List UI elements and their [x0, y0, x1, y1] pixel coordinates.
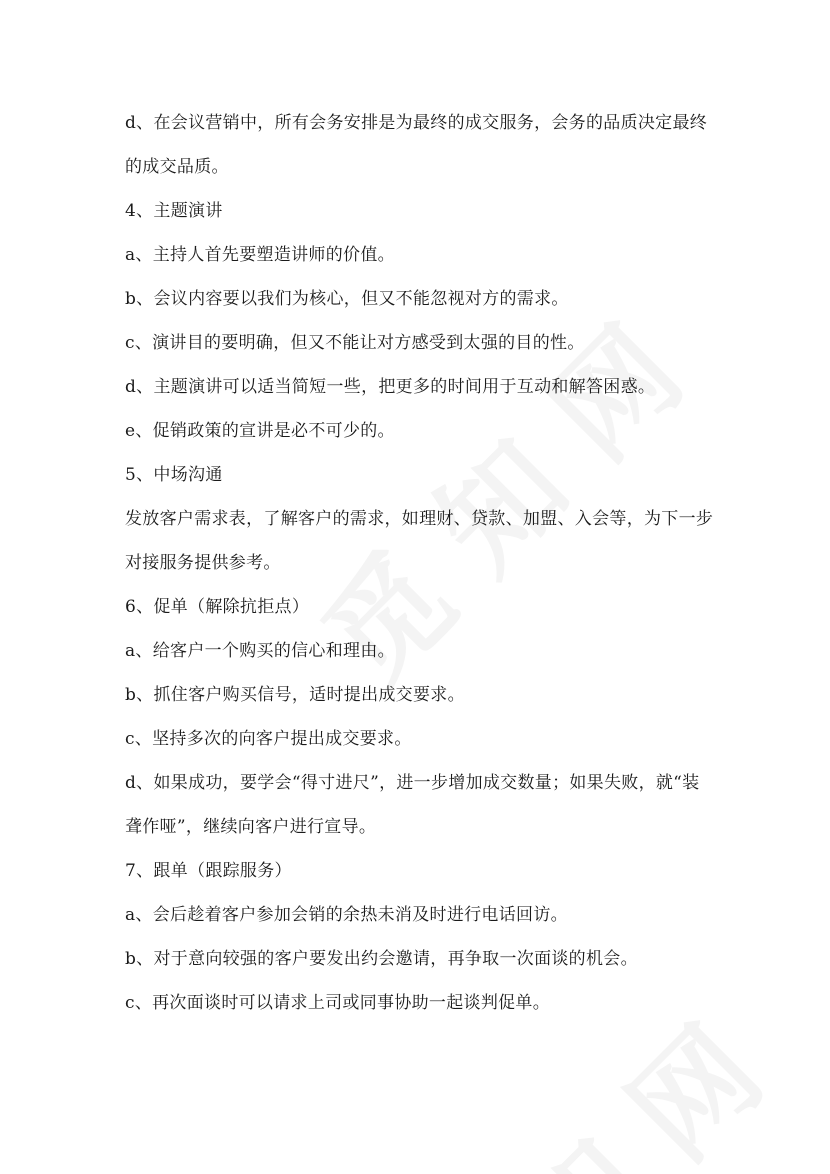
section-heading: 6、促单（解除抗拒点）: [125, 597, 310, 617]
paragraph-line: 聋作哑”，继续向客户进行宣导。: [125, 817, 377, 837]
list-item: c、演讲目的要明确，但又不能让对方感受到太强的目的性。: [125, 333, 585, 353]
list-item: a、会后趁着客户参加会销的余热未消及时进行电话回访。: [125, 905, 568, 925]
list-item: a、主持人首先要塑造讲师的价值。: [125, 245, 395, 265]
list-item: b、会议内容要以我们为核心，但又不能忽视对方的需求。: [125, 289, 569, 309]
list-item: d、主题演讲可以适当简短一些，把更多的时间用于互动和解答困惑。: [125, 377, 656, 397]
paragraph-line: d、在会议营销中，所有会务安排是为最终的成交服务，会务的品质决定最终: [125, 113, 708, 133]
list-item: b、抓住客户购买信号，适时提出成交要求。: [125, 685, 465, 705]
list-item: a、给客户一个购买的信心和理由。: [125, 641, 395, 661]
paragraph-line: 对接服务提供参考。: [125, 553, 281, 573]
list-item: b、对于意向较强的客户要发出约会邀请，再争取一次面谈的机会。: [125, 949, 638, 969]
section-heading: 4、主题演讲: [125, 201, 223, 221]
list-item: c、坚持多次的向客户提出成交要求。: [125, 729, 412, 749]
list-item: c、再次面谈时可以请求上司或同事协助一起谈判促单。: [125, 993, 551, 1013]
watermark: [359, 955, 820, 1174]
section-heading: 7、跟单（跟踪服务）: [125, 861, 292, 881]
paragraph-line: 发放客户需求表，了解客户的需求，如理财、贷款、加盟、入会等，为下一步: [125, 509, 714, 529]
list-item: e、促销政策的宣讲是必不可少的。: [125, 421, 395, 441]
section-heading: 5、中场沟通: [125, 465, 223, 485]
list-item: d、如果成功，要学会“得寸进尺”，进一步增加成交数量；如果失败，就“装: [125, 773, 700, 793]
paragraph-line: 的成交品质。: [125, 157, 229, 177]
